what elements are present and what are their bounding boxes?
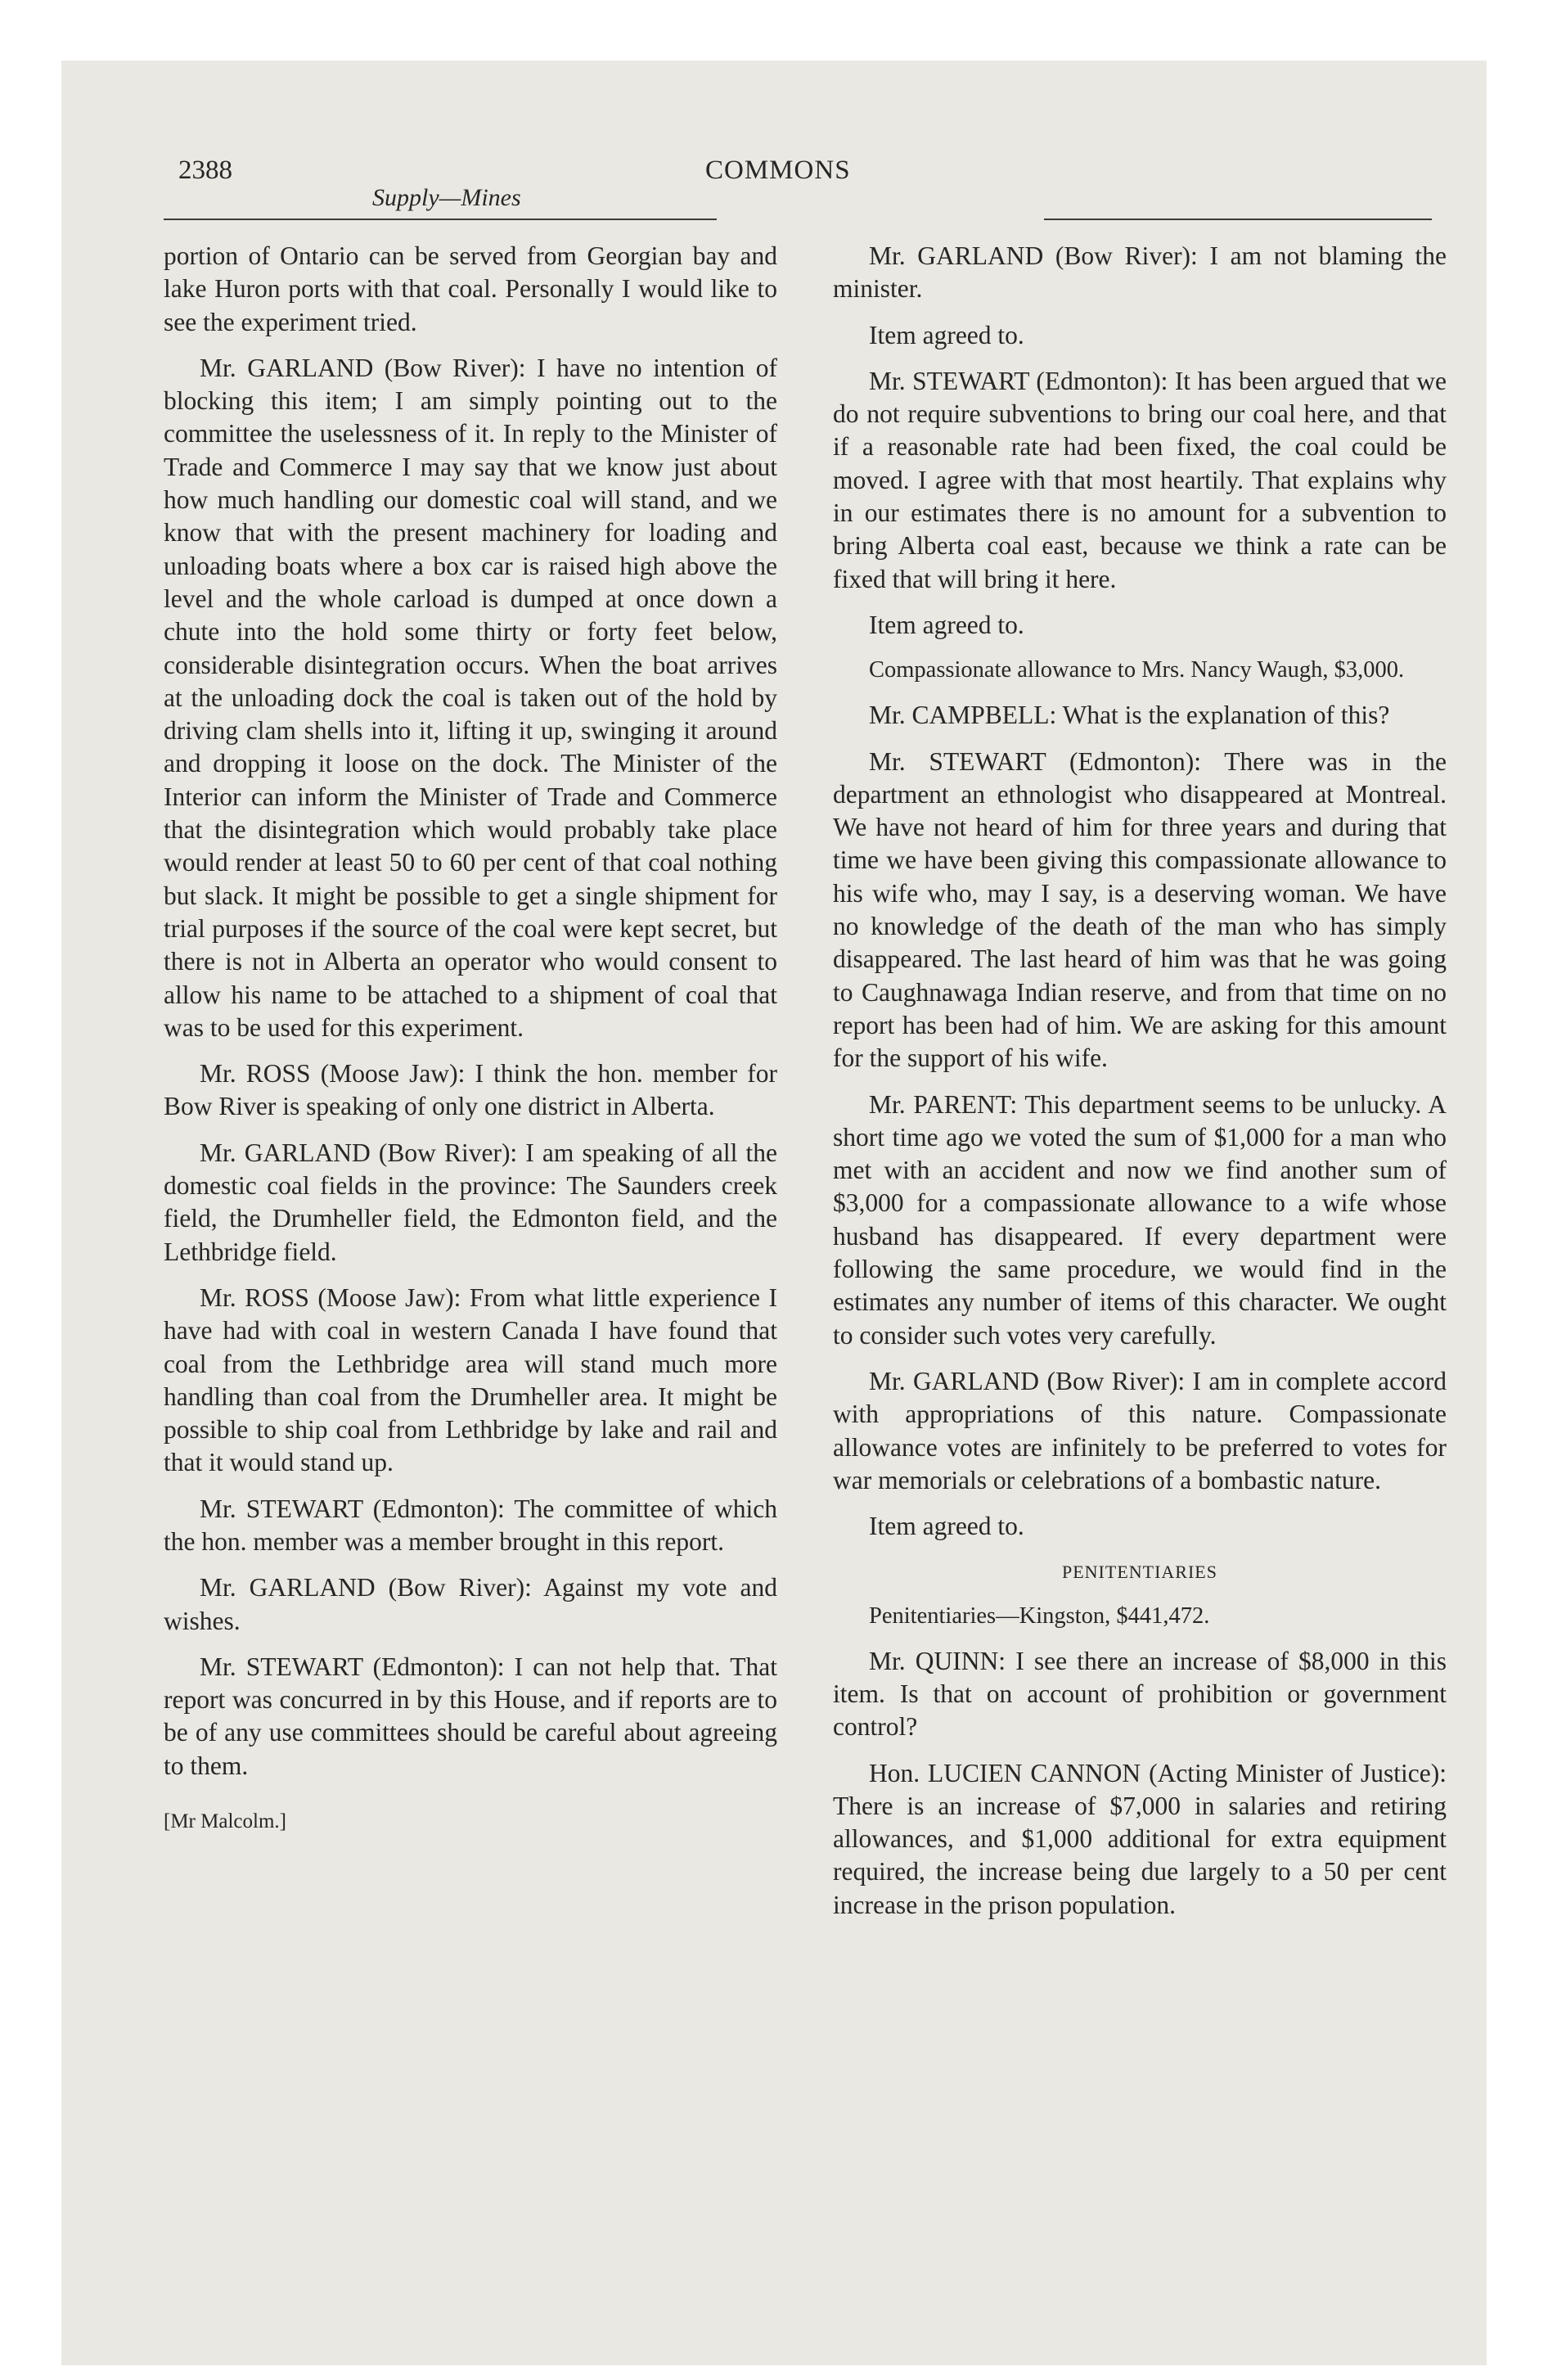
page-number: 2388 xyxy=(178,156,232,185)
paragraph: Item agreed to. xyxy=(869,320,1024,349)
running-head: COMMONS xyxy=(705,156,851,185)
paragraph: Item agreed to. xyxy=(869,610,1024,639)
left-column xyxy=(164,240,777,1851)
paragraph: Item agreed to. xyxy=(869,1512,1024,1541)
paragraph: Mr. GARLAND (Bow River): I am in complete accord with appropriations of this nature. Compassionate allowance votes are infinitely to be preferred to votes for war memorials or celebrations of a bombastic nature. xyxy=(833,1366,1447,1494)
right-column xyxy=(833,240,1447,1935)
paragraph: Mr. GARLAND (Bow River): I am not blaming the minister. xyxy=(833,241,1447,304)
paragraph: Mr. CAMPBELL: What is the explanation of this? xyxy=(869,701,1390,730)
header-rule-right xyxy=(1044,219,1432,220)
paragraph: Mr. STEWART (Edmonton): I can not help that. That report was concurred in by this House, and if reports are to be of any use committees should be careful about agreeing to them. xyxy=(164,1652,777,1780)
estimate-item: Compassionate allowance to Mrs. Nancy Waugh, $3,000. xyxy=(869,657,1405,683)
paragraph: Mr. STEWART (Edmonton): The committee of which the hon. member was a member brought in this report. xyxy=(164,1494,777,1556)
paragraph: Mr. ROSS (Moose Jaw): From what little experience I have had with coal in western Canada I have found that coal from the Lethbridge area will stand much more handling than coal from the Drumheller area. It might be possible to ship coal from Lethbridge by lake and rail and that it would stand up. xyxy=(164,1282,777,1477)
paragraph: Mr. GARLAND (Bow River): Against my vote and wishes. xyxy=(164,1573,777,1635)
section-heading: Supply—Mines xyxy=(372,184,521,211)
paragraph: Mr. GARLAND (Bow River): I am speaking of all the domestic coal fields in the province: The Saunders creek field, the Drumheller field, the Edmonton field, and the Lethbridge field. xyxy=(164,1138,777,1266)
speaker-footnote: [Mr Malcolm.] xyxy=(164,1810,286,1833)
paragraph: Mr. GARLAND (Bow River): I have no intention of blocking this item; I am simply pointing out to the committee the uselessness of it. In reply to the Minister of Trade and Commerce I may say that we know just about how much handling our domestic coal will stand, and we know that with the present machinery for loading and unloading boats where a box car is raised high above the level and the whole carload is dumped at once down a chute into the hold some thirty or forty feet below, considerable disintegration occurs. When the boat arrives at the unloading dock the coal is taken out of the hold by driving clam shells into it, lifting it up, swinging it around and dropping it loose on the dock. The Minister of the Interior can inform the Minister of Trade and Commerce that the disintegration which would probably take place would render at least 50 to 60 per cent of that coal nothing but slack. It might be possible to get a single shipment for trial purposes if the source of the coal were kept secret, but there is not in Alberta an operator who would consent to allow his name to be attached to a shipment of coal that was to be used for this experiment. xyxy=(164,353,777,1042)
estimate-item: Penitentiaries—Kingston, $441,472. xyxy=(869,1602,1210,1629)
paragraph: Mr. STEWART (Edmonton): It has been argued that we do not require subventions to bring our coal here, and that if a reasonable rate had been fixed, the coal could be moved. I agree with that most heartily. That explains why in our estimates there is no amount for a subvention to bring Alberta coal east, because we think a rate can be fixed that will bring it here. xyxy=(833,366,1447,593)
paragraph: Mr. QUINN: I see there an increase of $8,000 in this item. Is that on account of prohibition or government control? xyxy=(833,1646,1447,1742)
paragraph: Mr. ROSS (Moose Jaw): I think the hon. member for Bow River is speaking of only one district in Alberta. xyxy=(164,1059,777,1121)
paragraph: Hon. LUCIEN CANNON (Acting Minister of Justice): There is an increase of $7,000 in salaries and retiring allowances, and $1,000 additional for extra equipment required, the increase being due largely to a 50 per cent increase in the prison population. xyxy=(833,1758,1447,1919)
header-rule-left xyxy=(164,219,717,220)
paragraph: Mr. PARENT: This department seems to be unlucky. A short time ago we voted the sum of $1,000 for a man who met with an accident and now we find another sum of $3,000 for a compassionate allowance to a wife whose husband has disappeared. If every department were following the same procedure, we would find in the estimates any number of items of this character. We ought to consider such votes very carefully. xyxy=(833,1089,1447,1350)
paragraph: Mr. STEWART (Edmonton): There was in the department an ethnologist who disappeared at Montreal. We have not heard of him for three years and during that time we have been giving this compassionate allowance to his wife who, may I say, is a deserving woman. We have no knowledge of the death of the man who has simply disappeared. The last heard of him was that he was going to Caughnawaga Indian reserve, and from that time on no report has been had of him. We are asking for this amount for the support of his wife. xyxy=(833,746,1447,1073)
subsection-heading: PENITENTIARIES xyxy=(1062,1562,1217,1583)
paragraph: portion of Ontario can be served from Georgian bay and lake Huron ports with that coal. Personally I would like to see the experiment tried. xyxy=(164,241,777,336)
